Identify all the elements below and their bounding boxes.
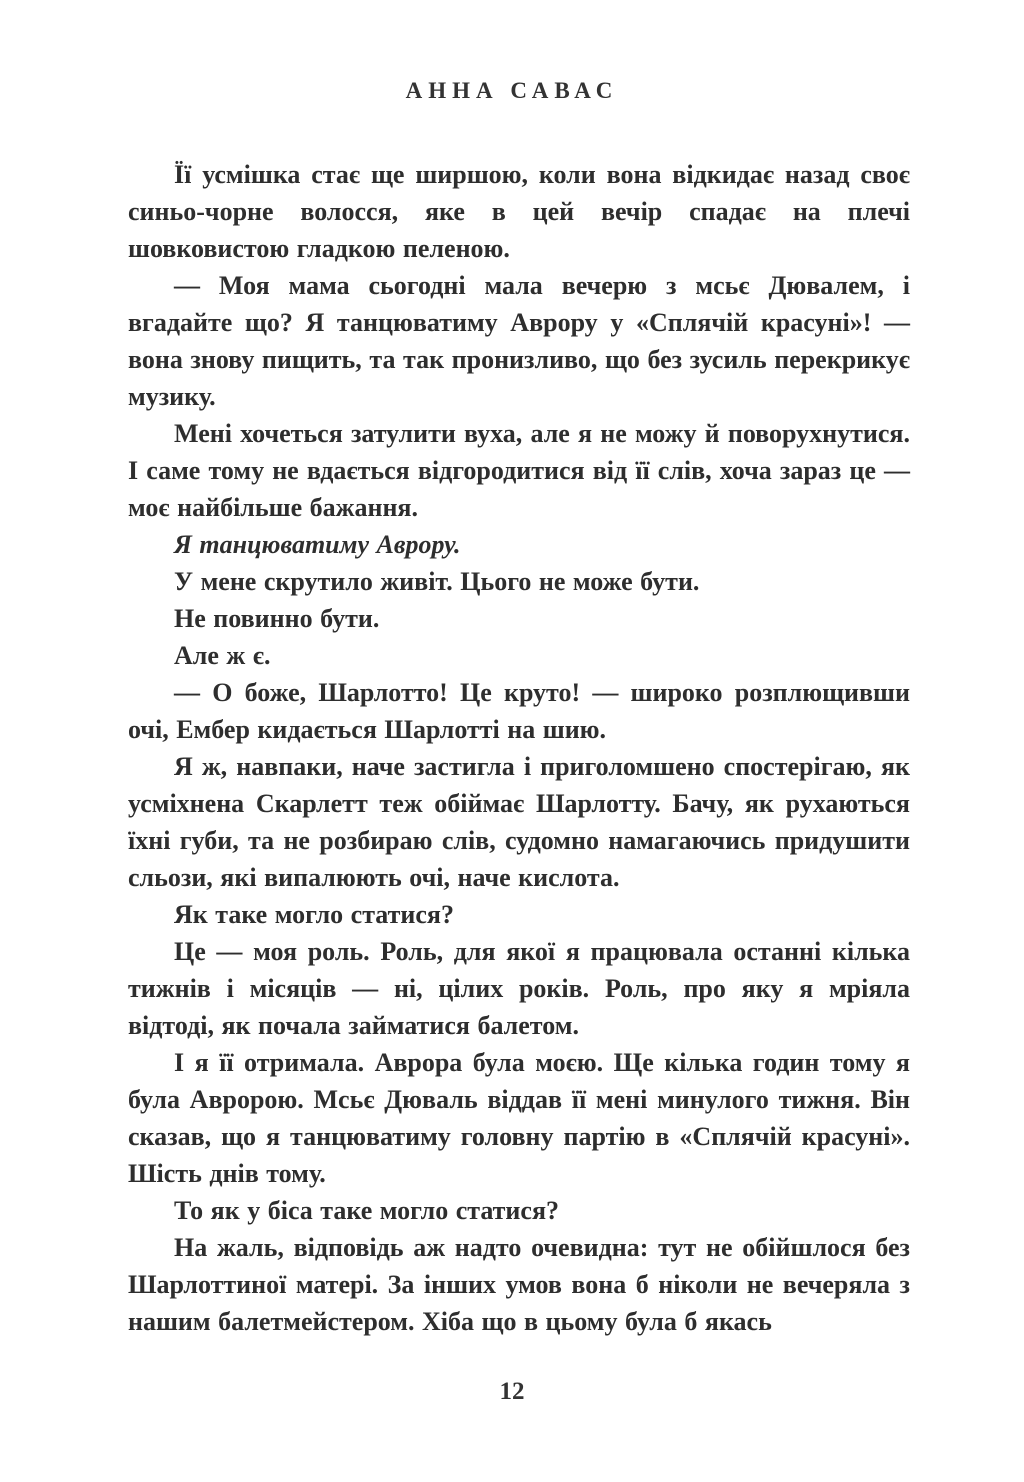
paragraph: — Моя мама сьогодні мала вечерю з мсьє Дювалем, і вгадайте що? Я танцюватиму Аврору у «Сплячій красуні»! — вона знову пищить, та так пронизливо, що без зусиль перекрикує музику. [128, 271, 910, 411]
paragraph: То як у біса таке могло статися? [174, 1196, 560, 1225]
paragraph: — О боже, Шарлотто! Це круто! — широко розплющивши очі, Ембер кидається Шарлотті на шию. [128, 678, 910, 744]
running-header-author: АННА САВАС [405, 78, 619, 103]
paragraph: Я танцюватиму Аврору. [174, 530, 461, 559]
paragraph: Як таке могло статися? [174, 900, 454, 929]
paragraph: Це — моя роль. Роль, для якої я працювала останні кілька тижнів і місяців — ні, цілих років. Роль, про яку я мріяла відтоді, як почала займатися балетом. [128, 937, 910, 1040]
paragraph: Але ж є. [174, 641, 271, 670]
paragraph: Мені хочеться затулити вуха, але я не можу й поворухнутися. І саме тому не вдається відгородитися від її слів, хоча зараз це — моє найбільше бажання. [128, 419, 910, 522]
paragraph: У мене скрутило живіт. Цього не може бути. [174, 567, 700, 596]
paragraph: Її усмішка стає ще ширшою, коли вона відкидає назад своє синьо-чорне волосся, яке в цей вечір спадає на плечі шовковистою гладкою пеленою. [128, 160, 910, 263]
page-number: 12 [499, 1378, 525, 1405]
paragraph: Я ж, навпаки, наче застигла і приголомшено спостерігаю, як усміхнена Скарлетт теж обіймає Шарлотту. Бачу, як рухаються їхні губи, та не розбираю слів, судомно намагаючись придушити сльози, які випалюють очі, наче кислота. [128, 752, 910, 892]
paragraph: На жаль, відповідь аж надто очевидна: тут не обійшлося без Шарлоттиної матері. За інших умов вона б ніколи не вечеряла з нашим балетмейстером. Хіба що в цьому була б якась [128, 1233, 910, 1336]
body-text-block [128, 156, 910, 1340]
paragraph: І я її отримала. Аврора була моєю. Ще кілька годин тому я була Авророю. Мсьє Дюваль віддав її мені минулого тижня. Він сказав, що я танцюватиму головну партію в «Сплячій красуні». Шість днів тому. [128, 1048, 910, 1188]
paragraph: Не повинно бути. [174, 604, 380, 633]
